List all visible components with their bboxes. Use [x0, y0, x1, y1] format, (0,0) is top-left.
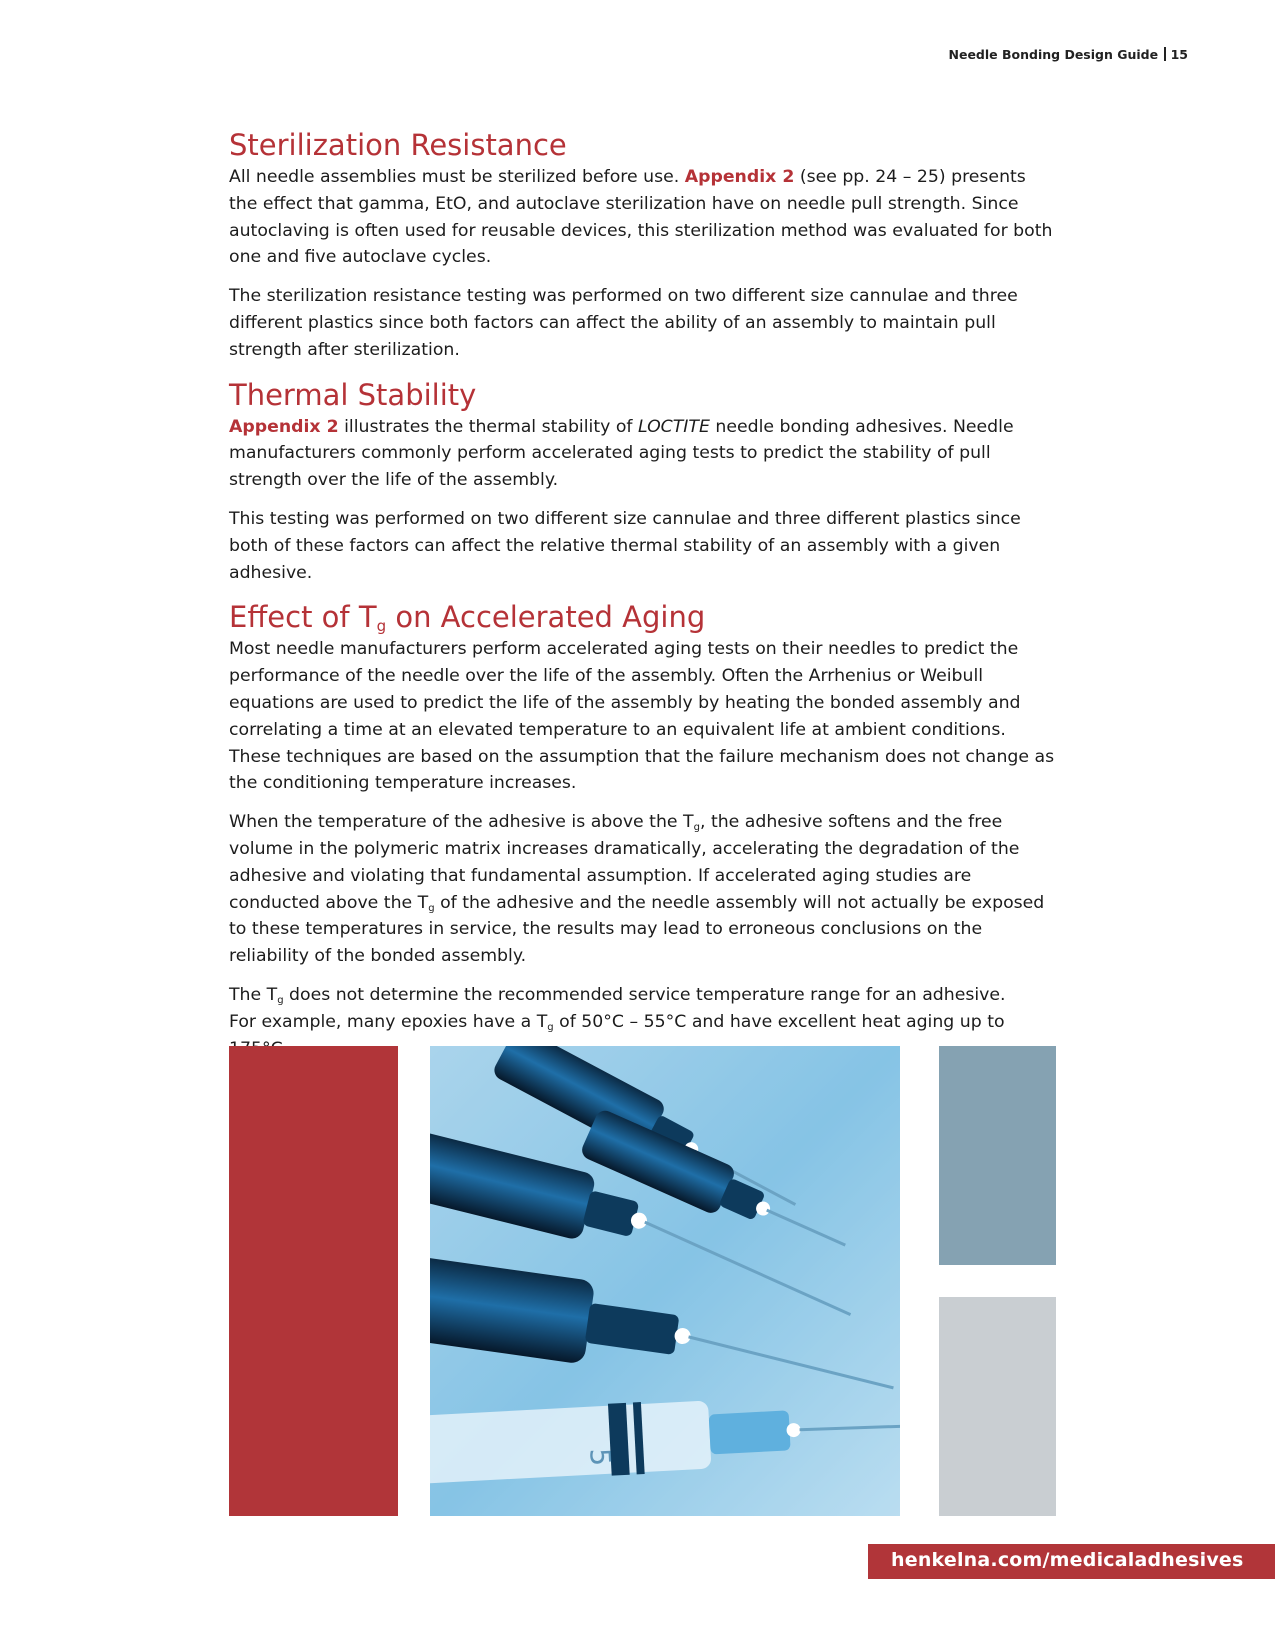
section-heading [229, 600, 1059, 634]
syringe-needles-photo [430, 1046, 900, 1516]
page-number: 15 [1170, 47, 1188, 62]
text-run: , the adhesive softens and the free volume in the polymeric matrix increases dramatically, accelerating the degradation of the adhesive and violating that fundamental assumption. If accelerated aging studies are conducted above the T [229, 812, 1020, 913]
footer-url-bar[interactable] [868, 1544, 1275, 1579]
heading-text: Effect of T [229, 600, 377, 635]
brand-name: LOCTITE [637, 416, 710, 437]
paragraph [229, 809, 1059, 970]
header-divider [1164, 47, 1166, 61]
text-run: For example, many epoxies have a T [229, 1011, 548, 1032]
text-run: illustrates the thermal stability of [338, 416, 638, 437]
subscript: g [277, 994, 284, 1006]
paragraph [229, 164, 1059, 271]
text-run: does not determine the recommended service temperature range for an adhesive. [283, 984, 1006, 1005]
svg-text:5: 5 [583, 1447, 618, 1467]
heading-text: on Accelerated Aging [386, 600, 706, 635]
text-run: All needle assemblies must be sterilized before use. [229, 167, 685, 187]
paragraph [229, 414, 1059, 494]
text-run: The T [229, 984, 278, 1005]
footer-url[interactable]: henkelna.com/medicaladhesives [891, 1549, 1244, 1571]
text-run: needle bonding adhesives. Needle manufacturers commonly perform accelerated aging tests to predict the stability of pull strength over the life of the assembly. [229, 416, 1014, 491]
section-sterilization [229, 128, 1059, 364]
appendix-link[interactable]: Appendix 2 [684, 167, 795, 187]
running-header [949, 47, 1188, 62]
text-run: of the adhesive and the needle assembly will not actually be exposed to these temperatures in service, the results may lead to erroneous conclusions on the reliability of the bonded assembly. [229, 892, 1045, 967]
paragraph: This testing was performed on two different size cannulae and three different plastics since both of these factors can affect the relative thermal stability of an assembly with a given adhesive. [229, 508, 1021, 583]
main-content [229, 128, 1059, 1076]
section-heading: Thermal Stability [229, 377, 477, 412]
decorative-red-block [229, 1046, 398, 1516]
section-heading: Sterilization Resistance [229, 128, 567, 162]
section-tg-aging [229, 600, 1059, 1062]
section-thermal-stability [229, 378, 1059, 587]
text-run: (see pp. 24 – 25) presents the effect that gamma, EtO, and autoclave sterilization have on needle pull strength. Since autoclaving is often used for reusable devices, this sterilization method was evaluated for both one and five autoclave cycles. [229, 167, 1053, 268]
paragraph: Most needle manufacturers perform accelerated aging tests on their needles to predict the performance of the needle over the life of the assembly. Often the Arrhenius or Weibull equations are used to predict the life of the assembly by heating the bonded assembly and correlating a time at an elevated temperature to an equivalent life at ambient conditions. These techniques are based on the assumption that the failure mechanism does not change as the conditioning temperature increases. [229, 639, 1055, 794]
text-run: of 50°C – 55°C and have excellent heat aging up to [559, 1011, 1005, 1032]
decorative-grey-block [939, 1297, 1056, 1516]
appendix-link[interactable]: Appendix 2 [229, 416, 339, 437]
text-run: When the temperature of the adhesive is above the T [229, 812, 694, 833]
decorative-blue-block [939, 1046, 1056, 1265]
subscript: g [428, 902, 435, 914]
paragraph: The sterilization resistance testing was performed on two different size cannulae and three different plastics since both factors can affect the ability of an assembly to maintain pull strength after sterilization. [229, 286, 1018, 360]
subscript: g [547, 1021, 554, 1033]
guide-title: Needle Bonding Design Guide [948, 47, 1159, 62]
subscript: g [693, 822, 700, 834]
subscript: g [376, 617, 387, 636]
